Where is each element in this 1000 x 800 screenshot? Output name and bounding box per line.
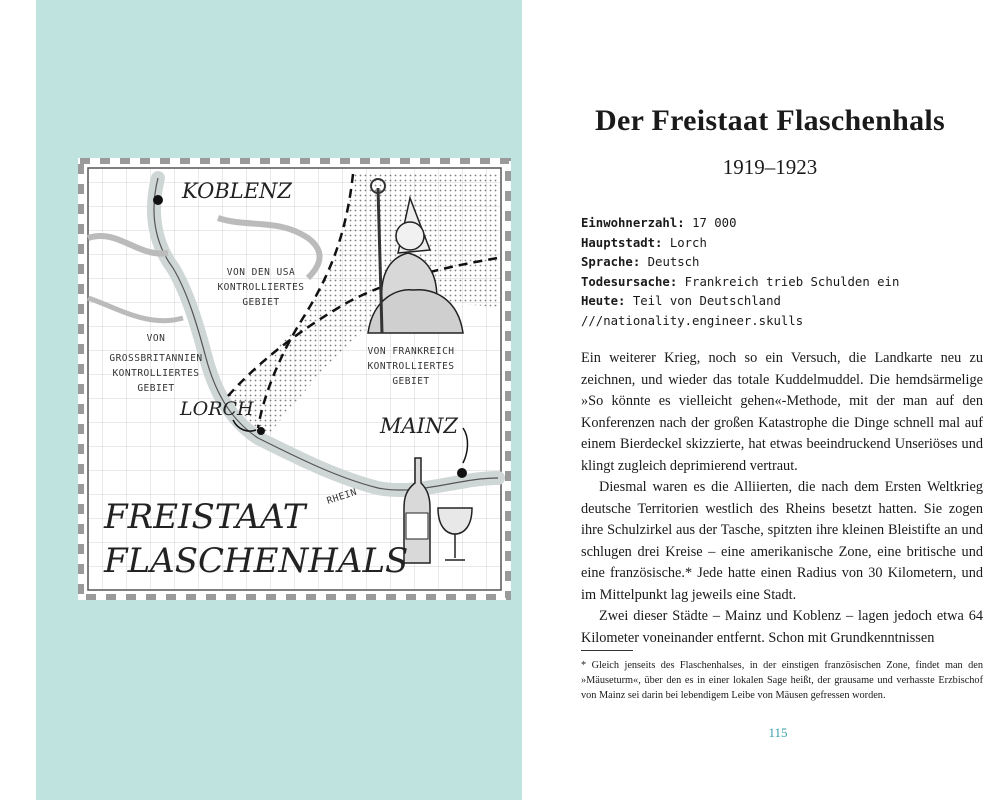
- lorch-dot: [257, 427, 265, 435]
- zone-fr-line2: KONTROLLIERTES: [367, 361, 455, 372]
- koblenz-dot: [153, 195, 163, 205]
- lorch-label: LORCH: [180, 398, 254, 420]
- map-title-line1: FREISTAAT: [104, 497, 306, 537]
- chapter-title: Der Freistaat Flaschenhals: [595, 104, 945, 137]
- koblenz-label: KOBLENZ: [182, 179, 293, 203]
- fact-today: Heute: Teil von Deutschland: [581, 294, 781, 308]
- fact-population: Einwohnerzahl: 17 000: [581, 216, 737, 230]
- mainz-dot: [457, 468, 467, 478]
- zone-usa-line1: VON DEN USA: [226, 267, 296, 278]
- footnote-divider: [581, 650, 633, 651]
- fact-box: [581, 214, 981, 331]
- zone-uk-line3: KONTROLLIERTES: [112, 368, 200, 379]
- chapter-years: 1919–1923: [722, 155, 818, 179]
- river-label: RHEIN: [325, 486, 359, 507]
- page-number: 115: [768, 725, 788, 740]
- right-page-text: [522, 0, 1000, 800]
- footnote: * Gleich jenseits des Flaschenhalses, in der einstigen französischen Zone, findet man den »Mäuseturm«, über den es in einer lokalen Sage heißt, der grausame und verhasste Erzbischof von Mainz sei darin bei lebendigem Leibe von Mäusen gefressen worden.: [581, 660, 983, 701]
- zone-usa-line3: GEBIET: [242, 297, 280, 308]
- paragraph: Zwei dieser Städte – Mainz und Koblenz – lagen jedoch etwa 64 Kilometer voneinander entfernt. Schon mit Grundkenntnissen: [581, 608, 983, 646]
- mainz-label: MAINZ: [380, 414, 458, 438]
- paragraph: Ein weiterer Krieg, noch so ein Versuch, die Landkarte neu zu zeichnen, und wieder das totale Kuddelmuddel. Die hemdsärmelige »So könnte es vielleicht gehen«-Methode, mit der man auf den Konferenzen nach der großen Katastrophe die Dinge schnell mal auf einem Bierdeckel skizzierte, hat etwas beeindruckend Unseriöses und klingt zugleich deprimierend vertraut.: [581, 350, 983, 474]
- zone-fr-line3: GEBIET: [392, 376, 430, 387]
- left-page-illustration: [36, 0, 522, 800]
- fact-capital: Hauptstadt: Lorch: [581, 235, 707, 250]
- body-text: [581, 348, 983, 649]
- zone-uk-line1: VON: [146, 333, 166, 344]
- zone-usa-line2: KONTROLLIERTES: [217, 282, 305, 293]
- zone-fr-line1: VON FRANKREICH: [367, 346, 455, 357]
- zone-uk-line2: GROSSBRITANNIEN: [109, 353, 203, 364]
- map-title-line2: FLASCHENHALS: [104, 541, 409, 581]
- map-illustration: [78, 158, 511, 600]
- zone-uk-line4: GEBIET: [137, 383, 175, 394]
- paragraph: Diesmal waren es die Alliierten, die nach dem Ersten Weltkrieg deutsche Territorien westlich des Rheins besetzt hatten. Sie zogen ihre Schulzirkel aus der Tasche, spitzten ihre kleinen Bleistifte an und schlugen drei Kreise – eine amerikanische Zone, eine britische und eine französische.* Jede hatte einen Radius von 30 Kilometern, und im Mittelpunkt lag jeweils eine Stadt.: [581, 479, 983, 603]
- fact-language: Sprache: Deutsch: [581, 255, 700, 269]
- fact-cause-of-death: Todesursache: Frankreich trieb Schulden ein: [581, 274, 900, 289]
- what3words-address: ///nationality.engineer.skulls: [581, 313, 804, 328]
